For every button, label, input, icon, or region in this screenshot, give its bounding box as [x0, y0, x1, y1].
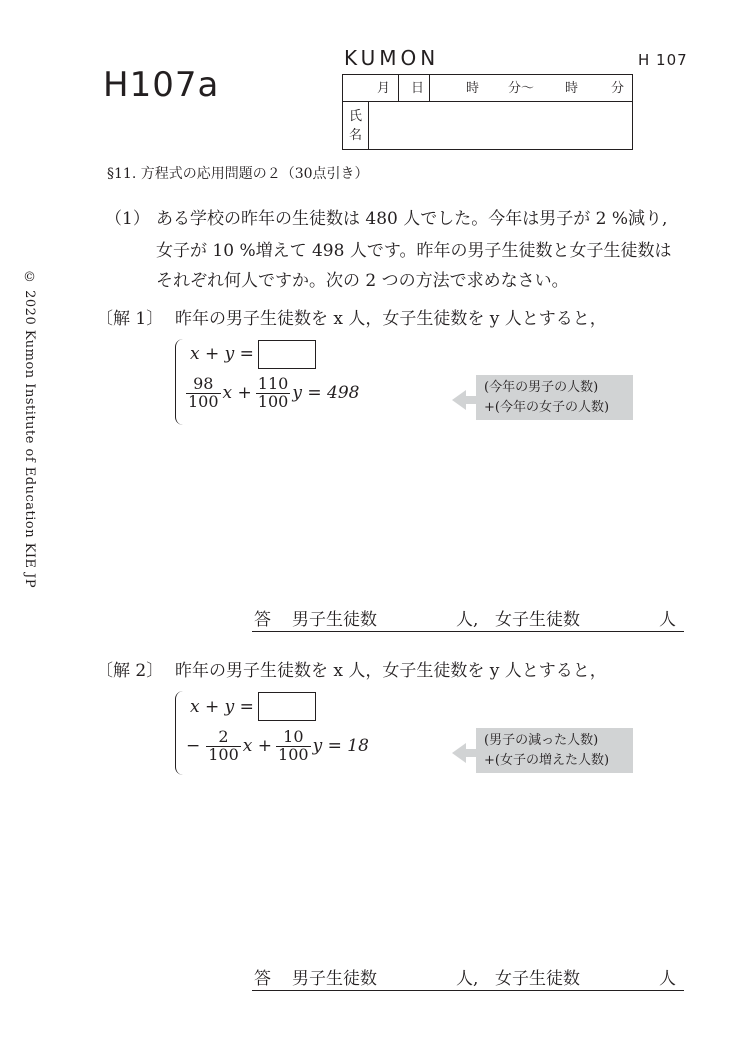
answer-line[interactable]	[252, 990, 684, 991]
brand-logo: KUMON	[344, 46, 440, 70]
problem-line: それぞれ何人ですか。次の 2 つの方法で求めなさい。	[156, 271, 569, 291]
minute-label: 分～	[508, 81, 535, 96]
solution2-label: 〔解 2〕	[96, 661, 164, 681]
hint-box	[476, 728, 633, 773]
hint-box	[476, 375, 633, 420]
answer-blank[interactable]	[258, 692, 316, 721]
minus-sign: −	[186, 736, 201, 757]
copyright-text: © 2020 Kumon Institute of Education KIE JP	[22, 270, 37, 589]
name-label-char: 氏	[349, 109, 363, 124]
answer-boys-label: 男子生徒数	[292, 969, 377, 989]
problem-number: （1）	[105, 209, 150, 229]
divider	[398, 75, 399, 102]
answer-line[interactable]	[252, 631, 684, 632]
denominator: 100	[188, 391, 219, 411]
time-row	[343, 75, 632, 102]
hour-label: 時	[466, 81, 480, 96]
equation-2	[186, 729, 369, 764]
problem-line: 女子が 10 %増えて 498 人です。昨年の男子生徒数と女子生徒数は	[156, 241, 672, 261]
hint-line: +(今年の女子の人数)	[484, 399, 610, 415]
hint-line: (今年の男子の人数)	[484, 380, 599, 395]
hint-line: (男子の減った人数)	[484, 733, 599, 748]
numerator: 110	[257, 374, 289, 393]
problem-line: ある学校の昨年の生徒数は 480 人でした。今年は男子が 2 %減り,	[156, 209, 668, 229]
solution1-intro: 昨年の男子生徒数を x 人，女子生徒数を y 人とすると，	[175, 309, 607, 329]
numerator: 10	[283, 727, 304, 746]
term: x +	[222, 383, 252, 404]
term: y = 18	[312, 736, 369, 757]
answer-blank[interactable]	[258, 340, 316, 369]
answer-unit: 人,	[456, 969, 479, 989]
record-box	[342, 74, 633, 150]
minute-label: 分	[611, 81, 625, 96]
answer-girls-label: 女子生徒数	[495, 969, 580, 989]
answer-unit: 人	[659, 610, 676, 630]
equation-brace	[175, 339, 185, 425]
copyright-notice	[22, 270, 46, 589]
day-label: 日	[411, 81, 425, 96]
fraction	[206, 729, 241, 764]
denominator: 100	[257, 391, 289, 411]
denominator: 100	[278, 744, 309, 764]
term: x +	[242, 736, 273, 757]
solution1-label: 〔解 1〕	[96, 309, 164, 329]
hour-label: 時	[565, 81, 579, 96]
fraction	[256, 376, 291, 411]
answer-label: 答	[254, 969, 271, 989]
fraction	[186, 376, 221, 411]
sheet-code: H107a	[103, 65, 220, 105]
name-label-cell	[343, 102, 369, 150]
answer-unit: 人	[659, 969, 676, 989]
denominator: 100	[208, 744, 239, 764]
corner-code: H 107	[638, 51, 688, 69]
term: y = 498	[292, 383, 360, 404]
fraction	[276, 729, 311, 764]
equation-1: x + y =	[190, 697, 254, 717]
name-label-char: 名	[349, 128, 363, 143]
month-label: 月	[377, 81, 391, 96]
hint-line: +(女子の増えた人数)	[484, 752, 610, 768]
numerator: 2	[218, 727, 229, 746]
divider	[429, 75, 430, 102]
equation-brace	[175, 691, 185, 775]
equation-1: x + y =	[190, 344, 254, 364]
answer-girls-label: 女子生徒数	[495, 610, 580, 630]
section-title: §11. 方程式の応用問題の２（30点引き）	[107, 166, 369, 182]
equation-2	[186, 376, 359, 411]
numerator: 98	[193, 374, 214, 393]
answer-unit: 人,	[456, 610, 479, 630]
answer-label: 答	[254, 610, 271, 630]
solution2-intro: 昨年の男子生徒数を x 人，女子生徒数を y 人とすると，	[175, 661, 607, 681]
answer-boys-label: 男子生徒数	[292, 610, 377, 630]
